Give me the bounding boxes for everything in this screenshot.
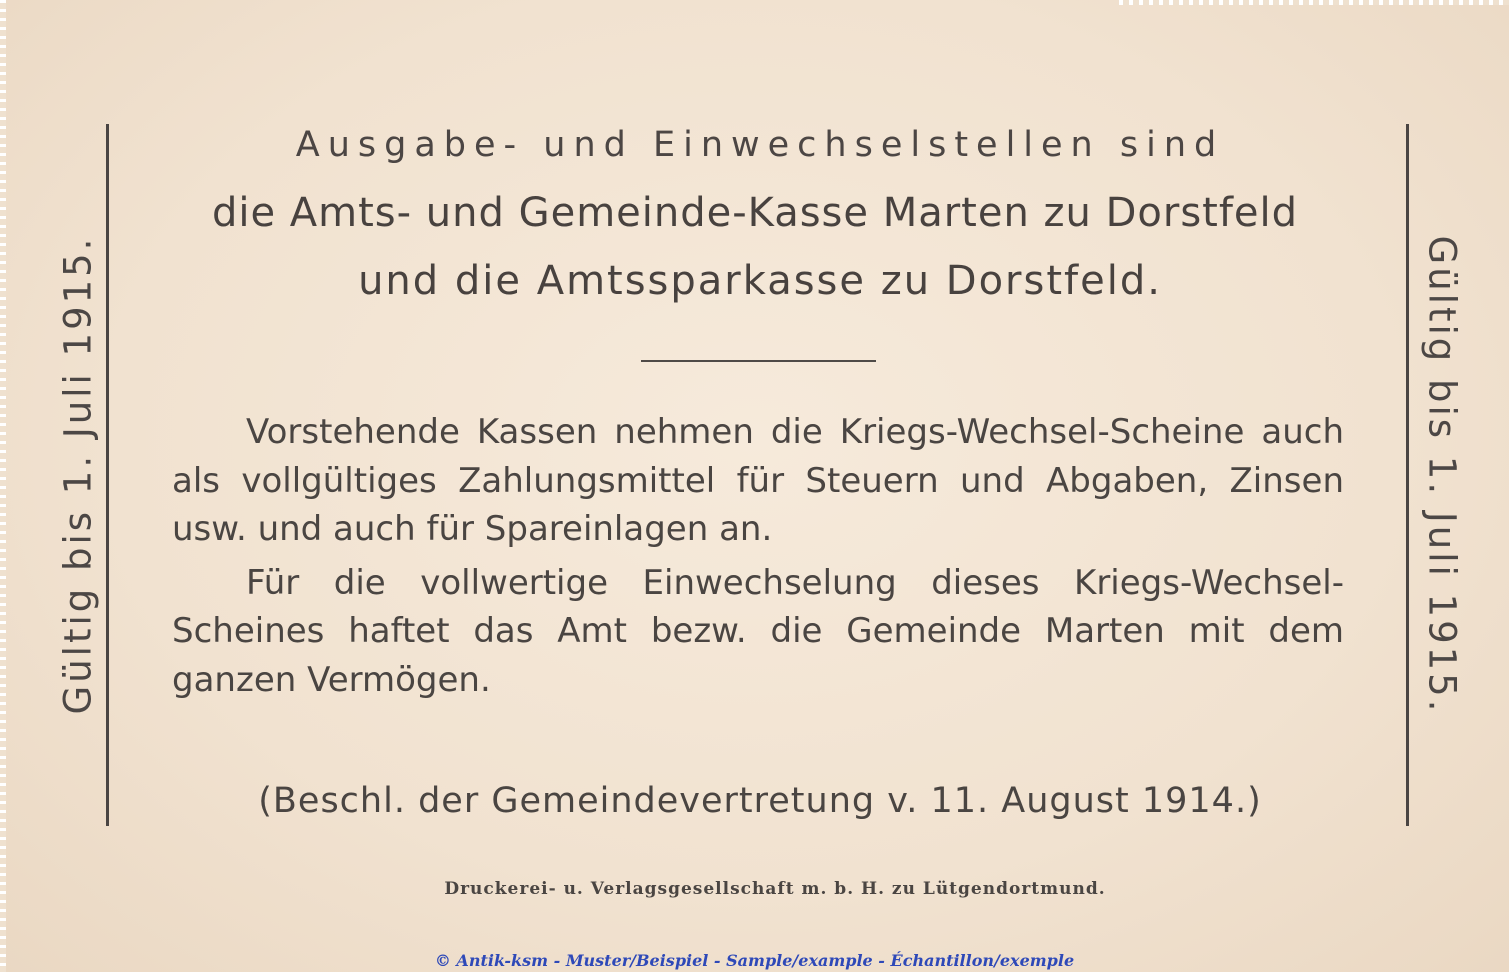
divider-line — [641, 360, 876, 362]
heading-savings-bank: und die Amtssparkasse zu Dorstfeld. — [358, 258, 1162, 304]
perforated-left-edge — [0, 0, 6, 972]
heading-municipal-office: die Amts- und Gemeinde-Kasse Marten zu Dorstfeld — [211, 190, 1299, 236]
copyright-watermark: © Antik-ksm - Muster/Beispiel - Sample/example - Échantillon/exemple — [434, 951, 1075, 970]
body-text — [172, 408, 1344, 704]
validity-text-left: Gültig bis 1. Juli 1915. — [56, 235, 100, 715]
left-border-rule — [106, 124, 109, 826]
right-border-rule — [1406, 124, 1409, 826]
heading-exchange-offices: Ausgabe- und Einwechselstellen sind — [295, 125, 1225, 165]
perforated-top-edge — [1119, 0, 1509, 5]
printer-imprint: Druckerei- u. Verlagsgesellschaft m. b. H. zu Lütgendortmund. — [444, 879, 1106, 899]
paragraph-liability: Für die vollwertige Einwechselung dieses Kriegs-Wechsel-Scheines haftet das Amt bezw. die Gemeinde Marten mit dem ganzen Vermögen. — [172, 562, 1344, 700]
resolution-reference: (Beschl. der Gemeindevertretung v. 11. August 1914.) — [258, 781, 1262, 821]
validity-text-right: Gültig bis 1. Juli 1915. — [1420, 235, 1464, 715]
paragraph-acceptance: Vorstehende Kassen nehmen die Kriegs-Wechsel-Scheine auch als vollgültiges Zahlungsmittel für Steuern und Abgaben, Zinsen usw. und auch für Spareinlagen an. — [172, 412, 1344, 549]
